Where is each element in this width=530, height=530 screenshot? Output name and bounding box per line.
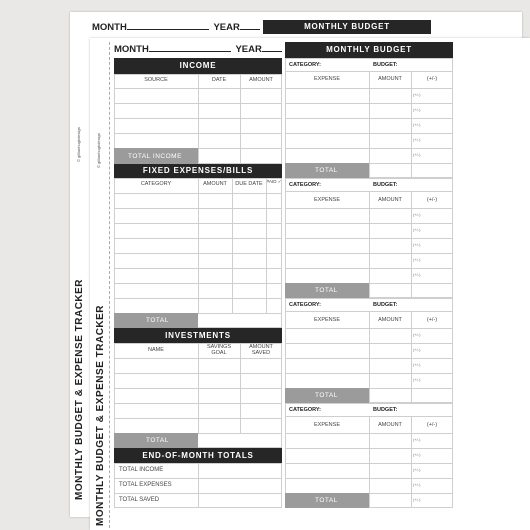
income-title: INCOME [114, 58, 282, 74]
pm-mark: (+/-) [413, 437, 421, 442]
back-vertical-title: MONTHLY BUDGET & EXPENSE TRACKER [74, 278, 85, 500]
budget-1-col-amount: AMOUNT [378, 76, 402, 82]
budget-4-col-expense: EXPENSE [314, 422, 340, 428]
fixed-total: TOTAL [114, 313, 198, 328]
inv-col-saved: AMOUNT SAVED [249, 344, 273, 356]
fixed-title: FIXED EXPENSES/BILLS [114, 164, 282, 178]
eom-title: END-OF-MONTH TOTALS [114, 448, 282, 463]
budget-1-col-pm: (+/-) [426, 76, 438, 82]
eom-total-saved: TOTAL SAVED [119, 497, 160, 503]
pm-mark: (+/-) [413, 452, 421, 457]
budget-3-total: TOTAL [285, 388, 369, 403]
pm-mark: (+/-) [413, 212, 421, 217]
fixed-col-category: CATEGORY [140, 181, 172, 187]
eom-total-expenses: TOTAL EXPENSES [119, 482, 172, 488]
budget-2-col-pm: (+/-) [426, 197, 438, 203]
pm-mark: (+/-) [413, 482, 421, 487]
budget-4-col-pm: (+/-) [426, 422, 438, 428]
budget-3-col-amount: AMOUNT [378, 317, 402, 323]
income-col-amount: AMOUNT [249, 77, 273, 83]
pm-mark: (+/-) [413, 242, 421, 247]
pm-mark: (+/-) [413, 257, 421, 262]
pm-mark: (+/-) [413, 332, 421, 337]
budget-2-total: TOTAL [285, 283, 369, 298]
budget-4-budget: BUDGET: [373, 407, 398, 413]
inv-col-name: NAME [148, 347, 164, 353]
front-year-label: YEAR [235, 44, 262, 55]
budget-3-col-expense: EXPENSE [314, 317, 340, 323]
budget-4-col-amount: AMOUNT [378, 422, 402, 428]
back-budget-title: MONTHLY BUDGET [263, 20, 431, 34]
front-sheet [90, 38, 530, 530]
income-col-date: DATE [211, 77, 227, 83]
budget-2-budget: BUDGET: [373, 182, 398, 188]
back-month-label: MONTH [92, 22, 127, 33]
fixed-col-due: DUE DATE [235, 181, 263, 187]
budget-title: MONTHLY BUDGET [285, 42, 453, 58]
back-credit: © gillianhughdesign [76, 127, 81, 162]
budget-2-category: CATEGORY: [289, 182, 321, 188]
fixed-col-paid: PAID ✓ [266, 179, 282, 184]
budget-4-category: CATEGORY: [289, 407, 321, 413]
front-vertical-title: MONTHLY BUDGET & EXPENSE TRACKER [95, 304, 106, 526]
eom-total-income: TOTAL INCOME [119, 467, 164, 473]
investments-total: TOTAL [114, 433, 198, 448]
front-margin-line [109, 42, 110, 528]
back-year-label: YEAR [213, 22, 240, 33]
investments-title: INVESTMENTS [114, 328, 282, 343]
income-col-source: SOURCE [144, 77, 168, 83]
front-month-field [114, 44, 282, 55]
pm-mark: (+/-) [413, 92, 421, 97]
pm-mark: (+/-) [413, 362, 421, 367]
budget-4-total: TOTAL [285, 493, 369, 508]
income-total: TOTAL INCOME [114, 148, 198, 164]
pm-mark: (+/-) [413, 152, 421, 157]
budget-2-col-expense: EXPENSE [314, 197, 340, 203]
front-credit: © gillianhughdesign [96, 133, 101, 168]
pm-mark: (+/-) [413, 497, 421, 502]
front-month-label: MONTH [114, 44, 149, 55]
budget-1-total: TOTAL [285, 163, 369, 178]
back-month-field [92, 22, 260, 33]
pm-mark: (+/-) [413, 272, 421, 277]
budget-1-col-expense: EXPENSE [314, 76, 340, 82]
budget-3-category: CATEGORY: [289, 302, 321, 308]
budget-3-budget: BUDGET: [373, 302, 398, 308]
pm-mark: (+/-) [413, 107, 421, 112]
budget-1-category: CATEGORY: [289, 62, 321, 68]
pm-mark: (+/-) [413, 227, 421, 232]
fixed-col-amount: AMOUNT [203, 181, 227, 187]
budget-2-col-amount: AMOUNT [378, 197, 402, 203]
pm-mark: (+/-) [413, 122, 421, 127]
inv-col-goal: SAVINGS GOAL [206, 344, 232, 356]
budget-1-budget: BUDGET: [373, 62, 398, 68]
pm-mark: (+/-) [413, 137, 421, 142]
pm-mark: (+/-) [413, 377, 421, 382]
pm-mark: (+/-) [413, 347, 421, 352]
pm-mark: (+/-) [413, 467, 421, 472]
budget-3-col-pm: (+/-) [426, 317, 438, 323]
